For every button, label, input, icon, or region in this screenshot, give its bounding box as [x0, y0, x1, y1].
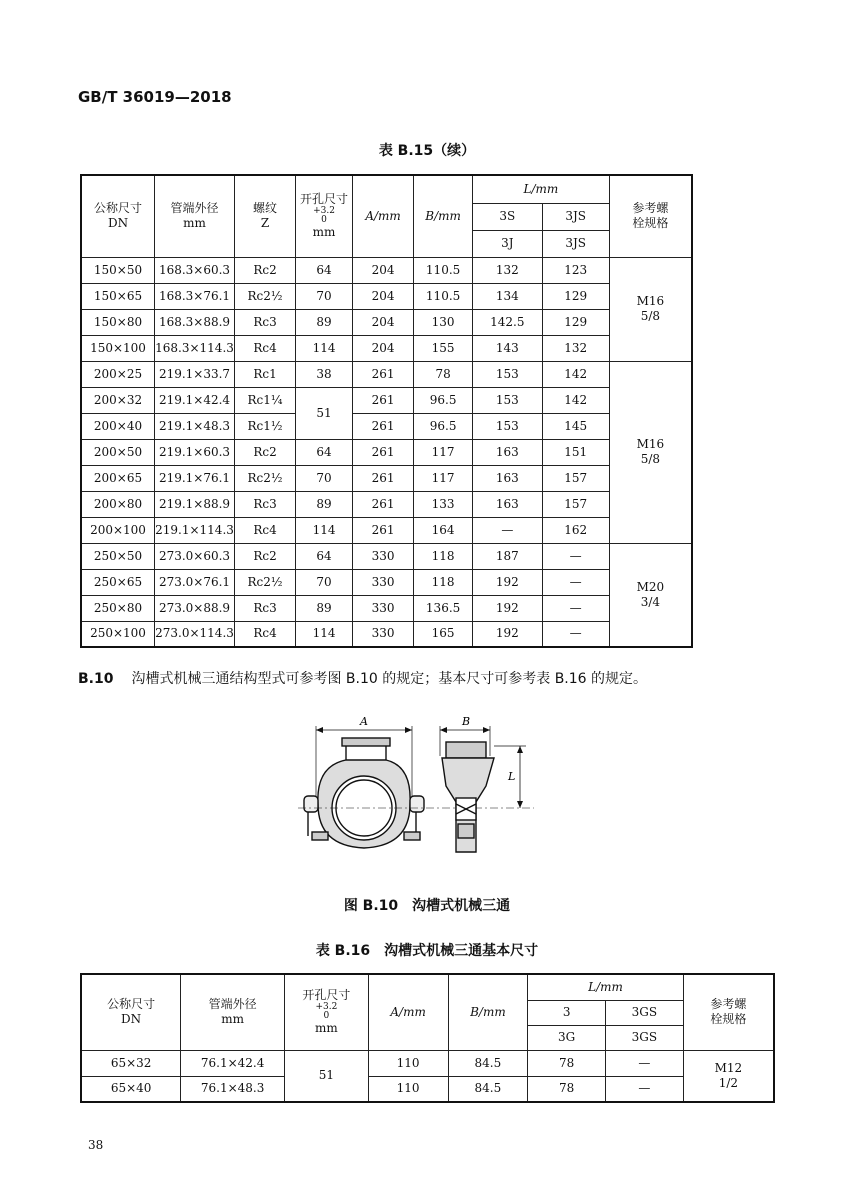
th-l2a: 3GS — [605, 1000, 683, 1025]
label-b: B — [462, 716, 471, 728]
table-row: 150×65 168.3×76.1 Rc2½ 70 204 110.5 134 129 — [81, 283, 692, 309]
th-l2b: 3JS — [542, 230, 609, 257]
table-b15 — [80, 174, 693, 648]
paragraph-number: B.10 — [78, 671, 114, 687]
table-row: 200×80 219.1×88.9 Rc3 89 261 133 163 157 — [81, 491, 692, 517]
bolt-cell: M12 1/2 — [683, 1050, 774, 1102]
table-row: 250×80 273.0×88.9 Rc3 89 330 136.5 192 — — [81, 595, 692, 621]
figure-caption: 图 B.10 沟槽式机械三通 — [343, 898, 511, 914]
th-l1a: 3 — [528, 1000, 606, 1025]
th-a: A/mm — [368, 974, 448, 1050]
table-row: 200×40 219.1×48.3 Rc1½ 261 96.5 153 145 — [81, 413, 692, 439]
table-row: 200×25 219.1×33.7 Rc1 38 261 78 153 142 M16 5/8 — [81, 361, 692, 387]
th-l: L/mm — [528, 974, 683, 1000]
th-od: 管端外径 mm — [155, 175, 235, 257]
table-row: 150×100 168.3×114.3 Rc4 114 204 155 143 132 — [81, 335, 692, 361]
table-row: 150×50 168.3×60.3 Rc2 64 204 110.5 132 123 M16 5/8 — [81, 257, 692, 283]
th-bolt: 参考螺 栓规格 — [683, 974, 774, 1050]
grooved-tee-drawing — [298, 716, 538, 864]
table-row: 200×100 219.1×114.3 Rc4 114 261 164 — 162 — [81, 517, 692, 543]
th-thread: 螺纹 Z — [234, 175, 295, 257]
paragraph-text: 沟槽式机械三通结构型式可参考图 B.10 的规定；基本尺寸可参考表 B.16 的规定。 — [131, 671, 648, 687]
th-l2a: 3JS — [542, 203, 609, 230]
table-b16 — [80, 973, 775, 1103]
th-od: 管端外径 mm — [181, 974, 285, 1050]
th-a: A/mm — [352, 175, 413, 257]
th-l1b: 3G — [528, 1025, 606, 1050]
th-dn: 公称尺寸 DN — [81, 175, 155, 257]
table-row: 250×50 273.0×60.3 Rc2 64 330 118 187 — M20 3/4 — [81, 543, 692, 569]
table-row: 200×50 219.1×60.3 Rc2 64 261 117 163 151 — [81, 439, 692, 465]
th-l1b: 3J — [473, 230, 543, 257]
table-row: 200×32 219.1×42.4 Rc1¼ 51 261 96.5 153 142 — [81, 387, 692, 413]
table-row: 65×40 76.1×48.3 110 84.5 78 — — [81, 1076, 774, 1102]
table-b15-caption: 表 B.15（续） — [378, 143, 476, 159]
th-l1a: 3S — [473, 203, 543, 230]
page-number: 38 — [88, 1138, 104, 1152]
table-row: 250×100 273.0×114.3 Rc4 114 330 165 192 — — [81, 621, 692, 647]
th-l2b: 3GS — [605, 1025, 683, 1050]
label-l: L — [508, 770, 516, 783]
bolt-cell: M20 3/4 — [609, 543, 692, 647]
th-b: B/mm — [414, 175, 473, 257]
bolt-cell: M16 5/8 — [609, 257, 692, 361]
table-row: 65×32 76.1×42.4 51 110 84.5 78 — M12 1/2 — [81, 1050, 774, 1076]
table-b16-caption: 表 B.16 沟槽式机械三通基本尺寸 — [315, 943, 539, 959]
th-hole: 开孔尺寸 +3.2 0 mm — [285, 974, 369, 1050]
paragraph-b10 — [78, 668, 647, 688]
th-hole: 开孔尺寸 +3.2 0 mm — [296, 175, 353, 257]
label-a: A — [360, 716, 368, 728]
th-bolt: 参考螺 栓规格 — [609, 175, 692, 257]
table-row: 250×65 273.0×76.1 Rc2½ 70 330 118 192 — — [81, 569, 692, 595]
th-dn: 公称尺寸 DN — [81, 974, 181, 1050]
th-l: L/mm — [473, 175, 610, 203]
standard-number: GB/T 36019—2018 — [78, 88, 232, 106]
th-b: B/mm — [448, 974, 528, 1050]
table-row: 200×65 219.1×76.1 Rc2½ 70 261 117 163 157 — [81, 465, 692, 491]
bolt-cell: M16 5/8 — [609, 361, 692, 543]
table-row: 150×80 168.3×88.9 Rc3 89 204 130 142.5 129 — [81, 309, 692, 335]
